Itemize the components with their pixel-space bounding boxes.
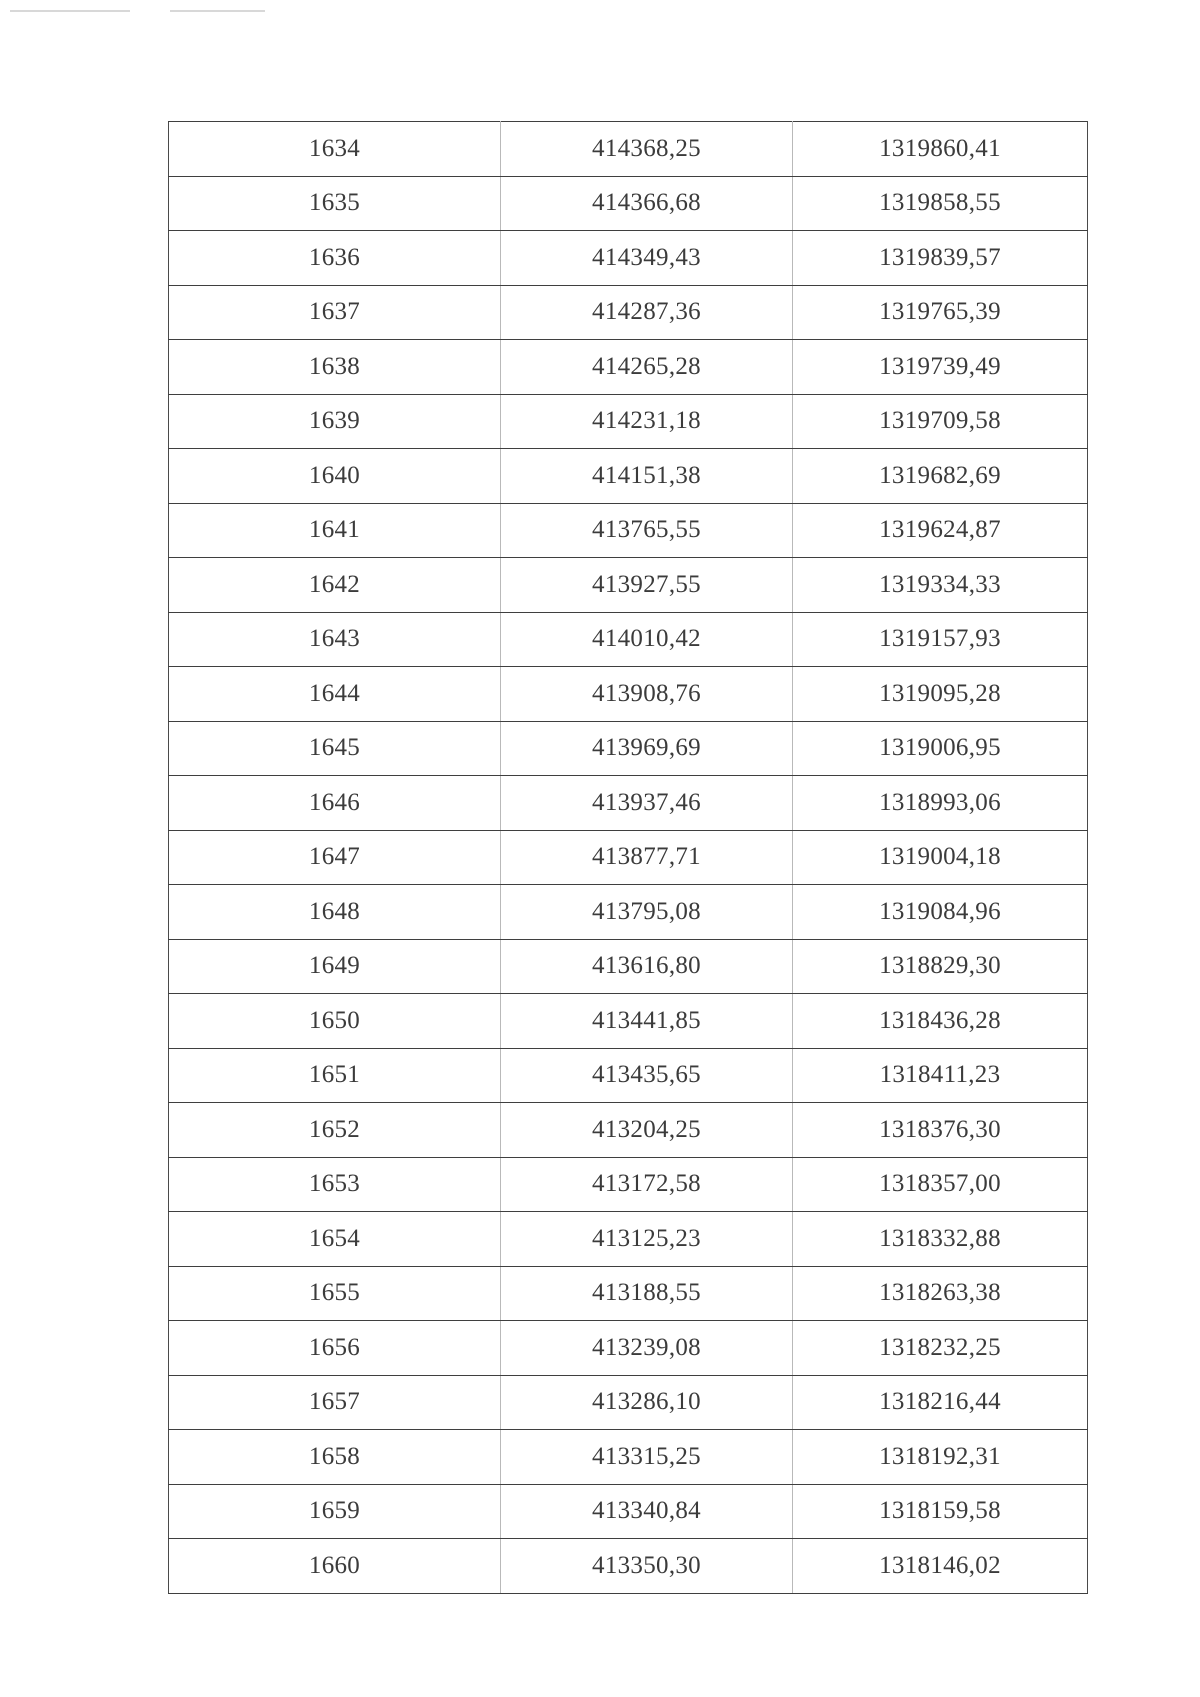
table-row (169, 449, 1088, 504)
table-row (169, 394, 1088, 449)
table-row (169, 176, 1088, 231)
table-row (169, 667, 1088, 722)
x-coordinate-cell: 413172,58 (501, 1157, 793, 1212)
point-number-cell: 1642 (169, 558, 501, 613)
point-number-cell: 1637 (169, 285, 501, 340)
y-coordinate-cell: 1318216,44 (793, 1375, 1088, 1430)
table-row (169, 1430, 1088, 1485)
y-coordinate-cell: 1318376,30 (793, 1103, 1088, 1158)
y-coordinate-cell: 1318146,02 (793, 1539, 1088, 1594)
x-coordinate-cell: 413188,55 (501, 1266, 793, 1321)
x-coordinate-cell: 413350,30 (501, 1539, 793, 1594)
y-coordinate-cell: 1318993,06 (793, 776, 1088, 831)
point-number-cell: 1660 (169, 1539, 501, 1594)
point-number-cell: 1636 (169, 231, 501, 286)
y-coordinate-cell: 1319006,95 (793, 721, 1088, 776)
table-row (169, 1048, 1088, 1103)
point-number-cell: 1652 (169, 1103, 501, 1158)
y-coordinate-cell: 1318159,58 (793, 1484, 1088, 1539)
coordinates-table (168, 121, 1088, 1594)
point-number-cell: 1658 (169, 1430, 501, 1485)
point-number-cell: 1644 (169, 667, 501, 722)
x-coordinate-cell: 413204,25 (501, 1103, 793, 1158)
y-coordinate-cell: 1318232,25 (793, 1321, 1088, 1376)
y-coordinate-cell: 1318411,23 (793, 1048, 1088, 1103)
table-row (169, 503, 1088, 558)
x-coordinate-cell: 413286,10 (501, 1375, 793, 1430)
table-row (169, 830, 1088, 885)
point-number-cell: 1655 (169, 1266, 501, 1321)
x-coordinate-cell: 414231,18 (501, 394, 793, 449)
point-number-cell: 1634 (169, 122, 501, 177)
y-coordinate-cell: 1319860,41 (793, 122, 1088, 177)
y-coordinate-cell: 1318829,30 (793, 939, 1088, 994)
table-row (169, 939, 1088, 994)
table-row (169, 776, 1088, 831)
y-coordinate-cell: 1318263,38 (793, 1266, 1088, 1321)
y-coordinate-cell: 1319765,39 (793, 285, 1088, 340)
y-coordinate-cell: 1318436,28 (793, 994, 1088, 1049)
point-number-cell: 1635 (169, 176, 501, 231)
x-coordinate-cell: 413315,25 (501, 1430, 793, 1485)
table-row (169, 1375, 1088, 1430)
y-coordinate-cell: 1319157,93 (793, 612, 1088, 667)
scan-artifact (170, 10, 265, 12)
x-coordinate-cell: 413937,46 (501, 776, 793, 831)
x-coordinate-cell: 414287,36 (501, 285, 793, 340)
y-coordinate-cell: 1319004,18 (793, 830, 1088, 885)
point-number-cell: 1659 (169, 1484, 501, 1539)
table-row (169, 285, 1088, 340)
y-coordinate-cell: 1319709,58 (793, 394, 1088, 449)
point-number-cell: 1640 (169, 449, 501, 504)
point-number-cell: 1641 (169, 503, 501, 558)
x-coordinate-cell: 414366,68 (501, 176, 793, 231)
y-coordinate-cell: 1318357,00 (793, 1157, 1088, 1212)
x-coordinate-cell: 413877,71 (501, 830, 793, 885)
point-number-cell: 1646 (169, 776, 501, 831)
y-coordinate-cell: 1319682,69 (793, 449, 1088, 504)
x-coordinate-cell: 414368,25 (501, 122, 793, 177)
y-coordinate-cell: 1319624,87 (793, 503, 1088, 558)
table-row (169, 1539, 1088, 1594)
x-coordinate-cell: 413969,69 (501, 721, 793, 776)
x-coordinate-cell: 413765,55 (501, 503, 793, 558)
point-number-cell: 1638 (169, 340, 501, 395)
table-row (169, 231, 1088, 286)
point-number-cell: 1649 (169, 939, 501, 994)
x-coordinate-cell: 413435,65 (501, 1048, 793, 1103)
point-number-cell: 1654 (169, 1212, 501, 1267)
x-coordinate-cell: 413340,84 (501, 1484, 793, 1539)
point-number-cell: 1656 (169, 1321, 501, 1376)
x-coordinate-cell: 413927,55 (501, 558, 793, 613)
y-coordinate-cell: 1319095,28 (793, 667, 1088, 722)
table-row (169, 1103, 1088, 1158)
x-coordinate-cell: 413908,76 (501, 667, 793, 722)
x-coordinate-cell: 413795,08 (501, 885, 793, 940)
table-row (169, 122, 1088, 177)
table-row (169, 885, 1088, 940)
coordinates-table-body (169, 122, 1088, 1594)
x-coordinate-cell: 414349,43 (501, 231, 793, 286)
table-row (169, 1321, 1088, 1376)
point-number-cell: 1651 (169, 1048, 501, 1103)
point-number-cell: 1648 (169, 885, 501, 940)
table-row (169, 721, 1088, 776)
point-number-cell: 1645 (169, 721, 501, 776)
point-number-cell: 1650 (169, 994, 501, 1049)
table-row (169, 340, 1088, 395)
point-number-cell: 1639 (169, 394, 501, 449)
x-coordinate-cell: 413441,85 (501, 994, 793, 1049)
scan-artifact (10, 10, 130, 12)
point-number-cell: 1647 (169, 830, 501, 885)
table-row (169, 558, 1088, 613)
table-row (169, 994, 1088, 1049)
y-coordinate-cell: 1319839,57 (793, 231, 1088, 286)
table-row (169, 1266, 1088, 1321)
x-coordinate-cell: 413616,80 (501, 939, 793, 994)
y-coordinate-cell: 1319334,33 (793, 558, 1088, 613)
point-number-cell: 1653 (169, 1157, 501, 1212)
y-coordinate-cell: 1319739,49 (793, 340, 1088, 395)
point-number-cell: 1657 (169, 1375, 501, 1430)
y-coordinate-cell: 1318332,88 (793, 1212, 1088, 1267)
x-coordinate-cell: 413125,23 (501, 1212, 793, 1267)
x-coordinate-cell: 414265,28 (501, 340, 793, 395)
y-coordinate-cell: 1318192,31 (793, 1430, 1088, 1485)
x-coordinate-cell: 414151,38 (501, 449, 793, 504)
point-number-cell: 1643 (169, 612, 501, 667)
table-row (169, 1212, 1088, 1267)
x-coordinate-cell: 413239,08 (501, 1321, 793, 1376)
table-row (169, 612, 1088, 667)
y-coordinate-cell: 1319858,55 (793, 176, 1088, 231)
table-row (169, 1484, 1088, 1539)
table-row (169, 1157, 1088, 1212)
x-coordinate-cell: 414010,42 (501, 612, 793, 667)
y-coordinate-cell: 1319084,96 (793, 885, 1088, 940)
